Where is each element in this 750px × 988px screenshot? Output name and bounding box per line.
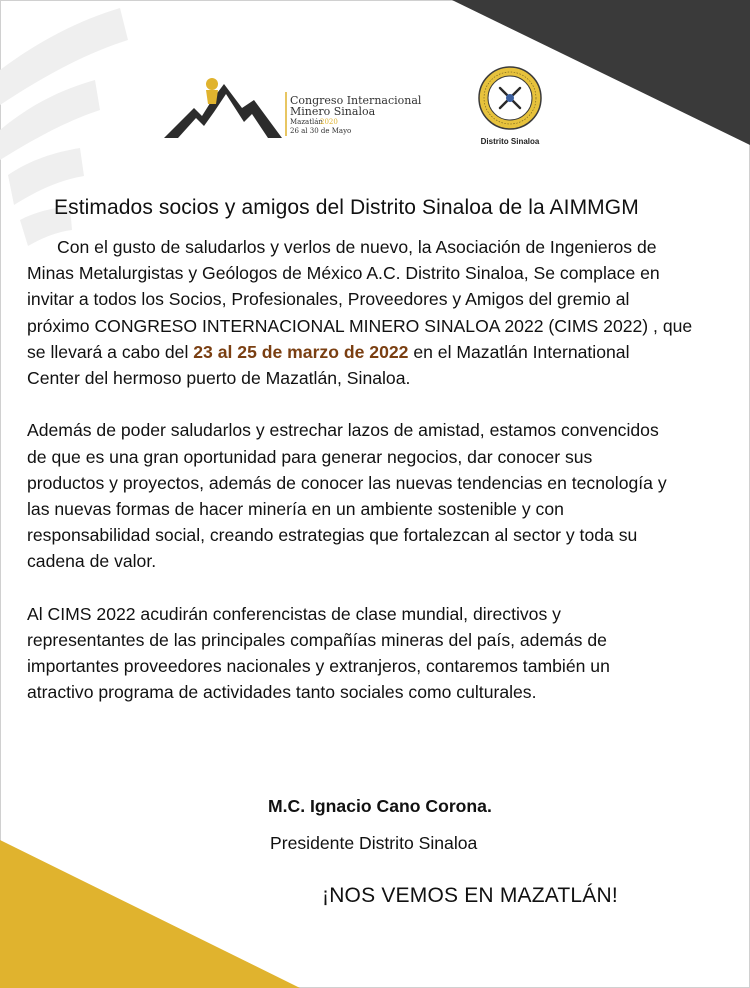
p3-line: representantes de las principales compañías mineras del país, además de <box>27 630 607 651</box>
distrito-seal-label: Distrito Sinaloa <box>480 137 540 146</box>
mountain-icon <box>164 78 282 138</box>
congreso-year: 2020 <box>320 118 338 126</box>
miner-figure-icon <box>206 78 218 90</box>
p2-line: responsabilidad social, creando estrategias que fortalezcan al sector y toda su <box>27 525 638 546</box>
p3-line: atractivo programa de actividades tanto sociales como culturales. <box>27 682 537 703</box>
paragraph-1 <box>27 234 727 391</box>
p3-line: importantes proveedores nacionales y extranjeros, contaremos también un <box>27 656 610 677</box>
event-date-highlight: 23 al 25 de marzo de 2022 <box>193 341 409 362</box>
p2-line: productos y proyectos, además de conocer las nuevas tendencias en tecnología y <box>27 472 667 493</box>
p1-line: Con el gusto de saludarlos y verlos de nuevo, la Asociación de Ingenieros de <box>57 237 657 257</box>
distrito-seal-logo <box>470 64 550 148</box>
p1-line: Center del hermoso puerto de Mazatlán, Sinaloa. <box>27 368 411 389</box>
congreso-city: Mazatlán <box>290 118 323 126</box>
p3-line: Al CIMS 2022 acudirán conferencistas de clase mundial, directivos y <box>27 603 561 624</box>
signer-name: M.C. Ignacio Cano Corona. <box>268 796 492 816</box>
p1-line-before-date: se llevará a cabo del <box>27 341 194 362</box>
congreso-line1: Congreso Internacional <box>290 94 422 107</box>
p1-line: Minas Metalurgistas y Geólogos de México A.C. Distrito Sinaloa, Se complace en <box>27 263 660 284</box>
corner-triangle-gold <box>0 840 300 988</box>
letter-title: Estimados socios y amigos del Distrito Sinaloa de la AIMMGM <box>54 196 639 219</box>
p2-line: Además de poder saludarlos y estrechar lazos de amistad, estamos convencidos <box>27 420 659 441</box>
paragraph-2 <box>27 417 727 574</box>
paragraph-3 <box>27 601 727 706</box>
p2-line: las nuevas formas de hacer minería en un ambiente sostenible y con <box>27 499 564 520</box>
p2-line: de que es una gran oportunidad para generar negocios, dar conocer sus <box>27 446 593 467</box>
signer-role: Presidente Distrito Sinaloa <box>270 833 478 853</box>
letter-body <box>27 234 727 732</box>
closing-line: ¡NOS VEMOS EN MAZATLÁN! <box>322 884 618 907</box>
congreso-line2: Minero Sinaloa <box>290 105 376 118</box>
p1-line-after-date: en el Mazatlán International <box>408 341 630 362</box>
congreso-logo <box>162 70 432 150</box>
p2-line: cadena de valor. <box>27 551 157 572</box>
p1-line: próximo CONGRESO INTERNACIONAL MINERO SINALOA 2022 (CIMS 2022) , que <box>27 315 693 336</box>
congreso-dates: 26 al 30 de Mayo <box>290 127 352 135</box>
p1-line: invitar a todos los Socios, Profesionales, Proveedores y Amigos del gremio al <box>27 289 630 310</box>
